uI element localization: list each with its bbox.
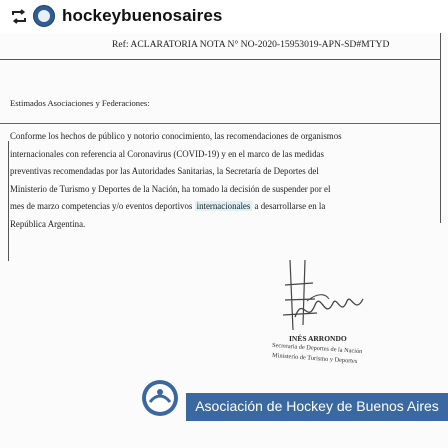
signature-mark — [255, 255, 375, 335]
frame-line — [8, 141, 9, 261]
document-reference: Ref: ACLARATORIA NOTA N° NO-2020-15953019-APN-SD#MTYD — [112, 39, 390, 50]
frame-line — [0, 123, 440, 124]
frame-line — [0, 59, 440, 60]
username[interactable]: hockeybuenosaires — [62, 6, 223, 25]
paragraph-line: República Argentina. — [10, 219, 86, 229]
association-banner — [186, 393, 448, 421]
signature-title: Ministerio de Turismo y Deportes — [271, 352, 358, 365]
signature-title: Secretaria de Deportes de la Nación — [271, 341, 363, 356]
paragraph-line: Conforme los hechos de público y notorio conocimiento, las recomendaciones de organismos — [10, 131, 342, 141]
signature-name: INÉS ARRONDO — [289, 334, 347, 343]
paragraph-text: a desarrollarse en la — [254, 201, 326, 211]
paragraph-line: Ministerio de Turismo y Deportes de la Nación, ha tomado la decisión de suspender por el — [10, 184, 331, 194]
document-image — [0, 33, 448, 448]
paragraph-text: mes de marzo competencias y/o eventos deportivos — [10, 201, 193, 211]
paragraph-line: internacionales con referencia al Coronavirus (COVID-19) y en el marco de las medidas — [10, 149, 324, 159]
banner-text: Asociación de Hockey de Buenos Aires — [195, 398, 439, 414]
paragraph-line — [10, 201, 435, 211]
avatar[interactable] — [33, 5, 55, 27]
repost-icon[interactable] — [10, 9, 28, 24]
document-greeting: Estimados Asociaciones y Federaciones: — [10, 98, 150, 108]
post-header — [0, 0, 448, 33]
frame-line — [440, 33, 441, 223]
highlighted-word: internacionales — [196, 201, 251, 211]
association-logo — [140, 378, 180, 418]
paragraph-line: preventivas recomendadas por las Autoridades Sanitarias, la Secretaría de Deportes del — [10, 166, 319, 176]
